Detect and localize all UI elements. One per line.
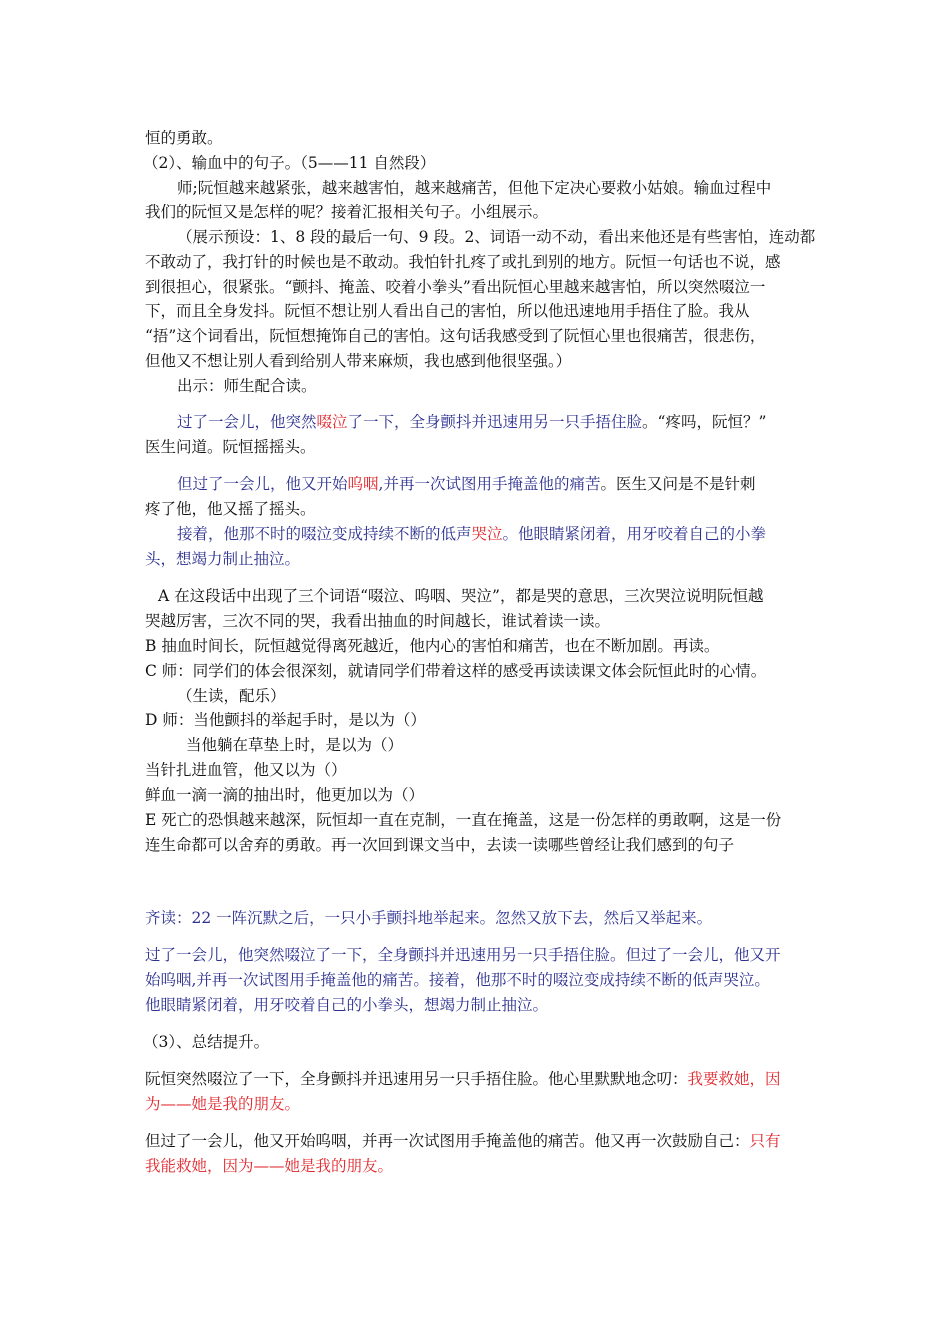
- quote-text: 接着，他那不时的啜泣变成持续不断的低声: [177, 525, 472, 543]
- quote-line: 我能救她，因为——她是我的朋友。: [145, 1157, 394, 1175]
- text-line: 但他又不想让别人看到给别人带来麻烦，我也感到他很坚强。）: [145, 352, 572, 370]
- keyword-highlight: 呜咽: [347, 475, 379, 493]
- text-line: 恒的勇敢。: [145, 129, 223, 147]
- text-line: “捂”这个词看出，阮恒想掩饰自己的害怕。这句话我感受到了阮恒心里也很痛苦，很悲伤，: [145, 327, 766, 345]
- quote-line: 为——她是我的朋友。: [145, 1095, 301, 1113]
- text-line: 出示：师生配合读。: [177, 377, 317, 395]
- keyword-highlight: 只有: [749, 1132, 781, 1150]
- quote-line: [177, 473, 755, 495]
- quote-line: 过了一会儿，他突然啜泣了一下，全身颤抖并迅速用另一只手捂住脸。但过了一会儿，他又开: [145, 946, 781, 964]
- section-heading: （3）、总结提升。: [143, 1033, 270, 1051]
- keyword-highlight: 哭泣: [471, 525, 503, 543]
- text-line: E 死亡的恐惧越来越深，阮恒却一直在克制，一直在掩盖，这是一份怎样的勇敢啊，这是一份: [145, 811, 782, 829]
- text-line: （展示预设：1、8 段的最后一句、9 段。2、词语一动不动，看出来他还是有些害怕，连动都: [177, 228, 816, 246]
- body-text: 但过了一会儿，他又开始呜咽，并再一次试图用手掩盖他的痛苦。他又再一次鼓励自己：: [145, 1132, 750, 1150]
- text-line: 不敢动了，我打针的时候也是不敢动。我怕针扎疼了或扎到别的地方。阮恒一句话也不说，感: [145, 253, 781, 271]
- text-line: C 师：同学们的体会很深刻，就请同学们带着这样的感受再读读课文体会阮恒此时的心情。: [145, 662, 767, 680]
- text-line: D 师：当他颤抖的举起手时，是以为（）: [145, 711, 426, 729]
- quote-line: [177, 411, 766, 433]
- text-line: 当针扎进血管，他又以为（）: [145, 761, 347, 779]
- text-line: 鲜血一滴一滴的抽出时，他更加以为（）: [145, 786, 425, 804]
- quote-text: 。“疼吗，阮恒？”: [642, 413, 767, 431]
- keyword-highlight: 啜泣: [316, 413, 348, 431]
- keyword-highlight: 我要救她，因: [687, 1070, 781, 1088]
- text-line: B 抽血时间长，阮恒越觉得离死越近，他内心的害怕和痛苦，也在不断加剧。再读。: [145, 637, 720, 655]
- text-line: 连生命都可以舍弃的勇敢。再一次回到课文当中，去读一读哪些曾经让我们感到的句子: [145, 836, 735, 854]
- quote-text: 。医生又问是不是针刺: [600, 475, 756, 493]
- quote-text: 了一下，全身颤抖并迅速用另一只手捂住脸: [347, 413, 643, 431]
- text-line: 疼了他，他又摇了摇头。: [145, 500, 316, 518]
- quote-line: 他眼睛紧闭着，用牙咬着自己的小拳头，想竭力制止抽泣。: [145, 996, 549, 1014]
- body-text: 阮恒突然啜泣了一下，全身颤抖并迅速用另一只手捂住脸。他心里默默地念叨：: [145, 1070, 688, 1088]
- quote-text: 。他眼睛紧闭着，用牙咬着自己的小拳: [502, 525, 767, 543]
- quote-text: ,并再一次试图用手掩盖他的痛苦: [378, 475, 601, 493]
- quote-line: [177, 523, 766, 545]
- text-line: [145, 1130, 781, 1152]
- text-line: 到很担心，很紧张。“颤抖、掩盖、咬着小拳头”看出阮恒心里越来越害怕，所以突然啜泣一: [145, 278, 766, 296]
- text-line: A 在这段话中出现了三个词语“啜泣、呜咽、哭泣”，都是哭的意思，三次哭泣说明阮恒越: [158, 587, 764, 605]
- text-line: （生读，配乐）: [177, 687, 286, 705]
- quote-text: 过了一会儿，他突然: [177, 413, 317, 431]
- text-line: 当他躺在草垫上时，是以为（）: [186, 736, 404, 754]
- text-line: [145, 1068, 781, 1090]
- section-heading: （2）、输血中的句子。（5——11 自然段）: [143, 154, 436, 172]
- text-line: 哭越厉害，三次不同的哭，我看出抽血的时间越长，谁试着读一读。: [145, 612, 611, 630]
- quote-line: 头，想竭力制止抽泣。: [145, 550, 301, 568]
- quote-text: 但过了一会儿，他又开始: [177, 475, 348, 493]
- text-line: 医生问道。阮恒摇摇头。: [145, 438, 316, 456]
- text-line: 下，而且全身发抖。阮恒不想让别人看出自己的害怕，所以他迅速地用手捂住了脸。我从: [145, 302, 750, 320]
- text-line: 师;阮恒越来越紧张，越来越害怕，越来越痛苦，但他下定决心要救小姑娘。输血过程中: [177, 179, 772, 197]
- text-line: 我们的阮恒又是怎样的呢？接着汇报相关句子。小组展示。: [145, 203, 549, 221]
- quote-line: 齐读：22 一阵沉默之后，一只小手颤抖地举起来。忽然又放下去，然后又举起来。: [145, 909, 713, 927]
- quote-line: 始呜咽,并再一次试图用手掩盖他的痛苦。接着，他那不时的啜泣变成持续不断的低声哭泣。: [145, 971, 770, 989]
